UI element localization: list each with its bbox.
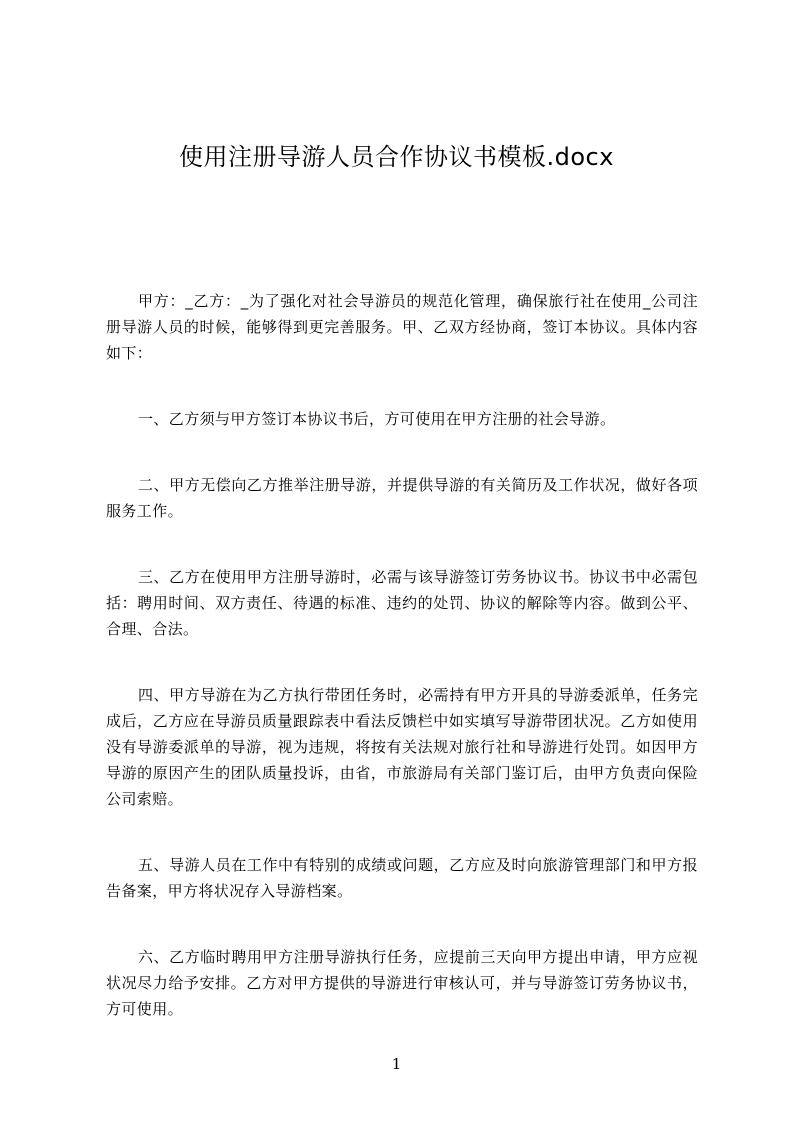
paragraph-clause-4: 四、甲方导游在为乙方执行带团任务时，必需持有甲方开具的导游委派单，任务完成后，乙方应在导游员质量跟踪表中看法反馈栏中如实填写导游带团状况。乙方如使用没有导游委派单的导游，视为违规，将按有关法规对旅行社和导游进行处罚。如因甲方导游的原因产生的团队质量投诉，由省，市旅游局有关部门鉴订后，由甲方负责向保险公司索赔。: [106, 686, 698, 808]
paragraph-intro: 甲方：_乙方：_为了强化对社会导游员的规范化管理，确保旅行社在使用_公司注册导游人员的时候，能够得到更完善服务。甲、乙双方经协商，签订本协议。具体内容如下：: [106, 292, 698, 362]
document-title: 使用注册导游人员合作协议书模板.docx: [179, 143, 614, 171]
paragraph-clause-1: 一、乙方须与甲方签订本协议书后，方可使用在甲方注册的社会导游。: [138, 410, 616, 428]
paragraph-clause-2: 二、甲方无偿向乙方推举注册导游，并提供导游的有关简历及工作状况，做好各项服务工作。: [106, 476, 698, 520]
document-body: [106, 288, 698, 1062]
paragraph-clause-3: 三、乙方在使用甲方注册导游时，必需与该导游签订劳务协议书。协议书中必需包括：聘用时间、双方责任、待遇的标准、违约的处罚、协议的解除等内容。做到公平、合理、合法。: [106, 568, 698, 638]
paragraph-clause-6: 六、乙方临时聘用甲方注册导游执行任务，应提前三天向甲方提出申请，甲方应视状况尽力给予安排。乙方对甲方提供的导游进行审核认可，并与导游签订劳务协议书，方可使用。: [106, 948, 698, 1018]
paragraph-clause-5: 五、导游人员在工作中有特别的成绩或问题，乙方应及时向旅游管理部门和甲方报告备案，甲方将状况存入导游档案。: [106, 856, 698, 900]
page-number: 1: [391, 1055, 402, 1073]
